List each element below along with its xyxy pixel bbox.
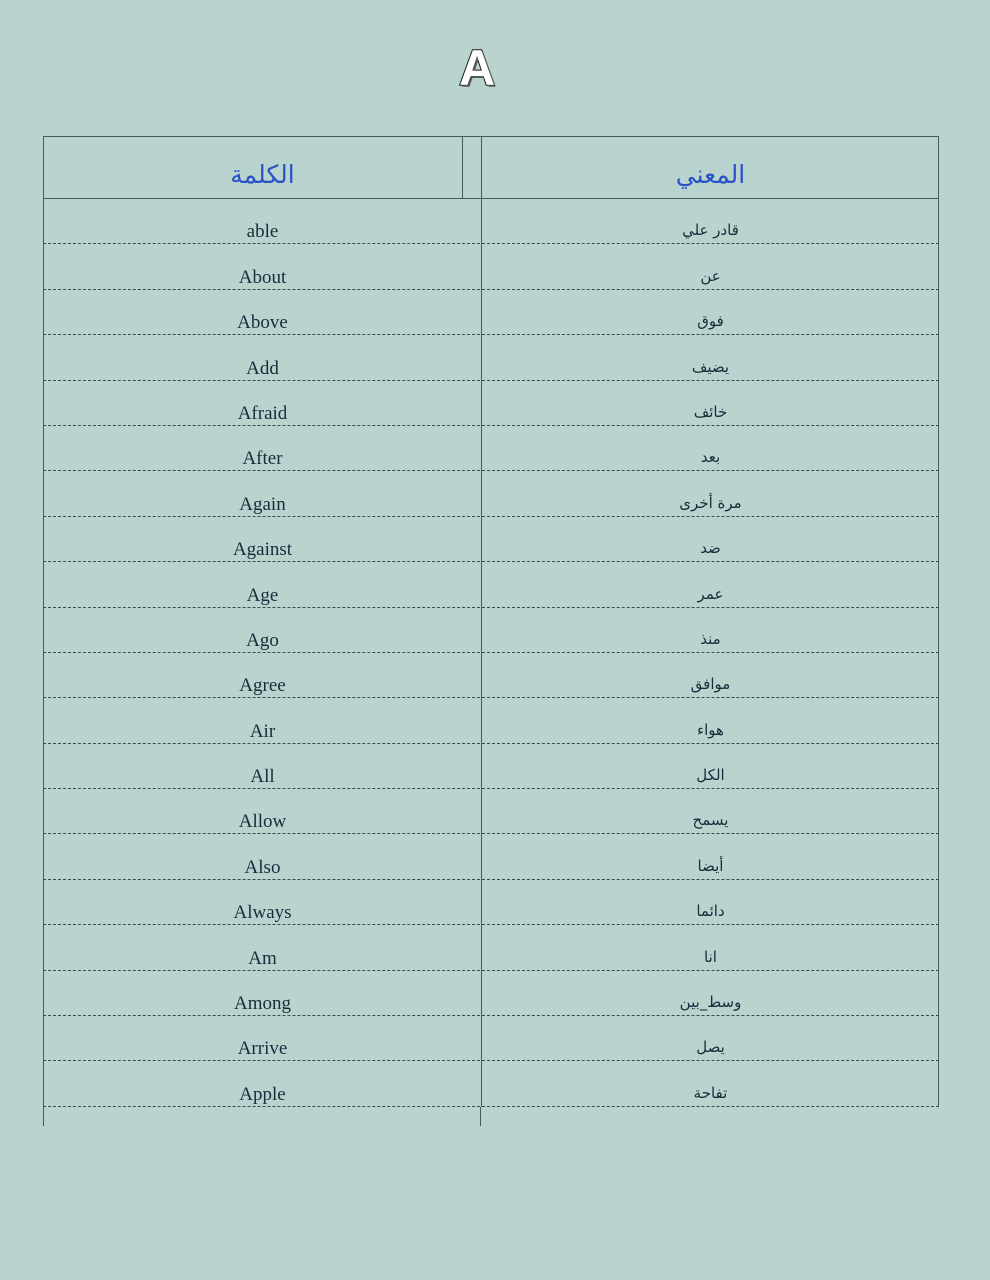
table-row [43, 199, 939, 244]
word-cell: Always [233, 902, 292, 924]
header-divider [462, 137, 463, 198]
meaning-cell: قادر علي [682, 221, 739, 240]
word-cell: Arrive [237, 1038, 288, 1060]
word-cell: Afraid [237, 402, 288, 424]
meaning-cell: أيضا [697, 856, 724, 875]
table-row [43, 608, 939, 653]
word-cell: Among [234, 993, 291, 1015]
meaning-cell: الكل [696, 766, 725, 785]
table-tail [43, 1107, 939, 1126]
meaning-cell: مرة أخرى [679, 493, 742, 512]
meaning-cell: فوق [697, 312, 724, 331]
table-row [43, 471, 939, 516]
word-cell: Am [248, 947, 277, 969]
meaning-cell: دائما [696, 902, 725, 921]
meaning-cell: عن [700, 266, 721, 285]
meaning-cell: موافق [690, 675, 731, 694]
word-cell: After [242, 448, 283, 470]
table-row [43, 1016, 939, 1061]
table-row [43, 426, 939, 471]
table-header-row [43, 136, 939, 199]
word-cell: Above [237, 312, 288, 334]
table-body [43, 199, 939, 1107]
word-cell: About [238, 266, 287, 288]
meaning-cell: يصل [696, 1038, 725, 1057]
table-row [43, 653, 939, 698]
header-meaning: المعني [675, 160, 746, 189]
word-cell: able [246, 221, 279, 243]
tail-rule-left [43, 1107, 44, 1126]
word-cell: Also [244, 856, 281, 878]
table-row [43, 562, 939, 607]
word-cell: Age [246, 584, 279, 606]
page-letter-heading: A [458, 40, 496, 96]
table-row [43, 925, 939, 970]
word-cell: Apple [239, 1083, 286, 1105]
table-row [43, 244, 939, 289]
word-cell: Agree [239, 675, 286, 697]
header-word: الكلمة [230, 160, 295, 189]
table-row [43, 290, 939, 335]
meaning-cell: عمر [697, 584, 724, 603]
word-cell: Air [249, 720, 276, 742]
table-row [43, 381, 939, 426]
table-row [43, 789, 939, 834]
meaning-cell: يضيف [691, 357, 730, 376]
table-row [43, 698, 939, 743]
meaning-cell: هواء [697, 720, 724, 739]
table-row [43, 335, 939, 380]
table-row [43, 744, 939, 789]
tail-rule-middle [480, 1107, 481, 1126]
meaning-cell: منذ [700, 629, 721, 648]
table-row [43, 517, 939, 562]
word-cell: Add [246, 357, 279, 379]
word-cell: Again [239, 493, 286, 515]
table-row [43, 880, 939, 925]
table-row [43, 834, 939, 879]
meaning-cell: بعد [700, 448, 721, 467]
meaning-cell: يسمح [692, 811, 729, 830]
meaning-cell: وسط_بين [679, 993, 742, 1012]
word-cell: Allow [238, 811, 287, 833]
meaning-cell: ضد [700, 539, 721, 558]
table-row [43, 1061, 939, 1106]
meaning-cell: انا [704, 947, 717, 966]
meaning-cell: تفاحة [693, 1083, 728, 1102]
vocabulary-table [43, 136, 939, 1126]
word-cell: All [250, 766, 275, 788]
table-row [43, 971, 939, 1016]
word-cell: Ago [246, 629, 279, 651]
meaning-cell: خائف [693, 402, 728, 421]
word-cell: Against [232, 539, 293, 561]
